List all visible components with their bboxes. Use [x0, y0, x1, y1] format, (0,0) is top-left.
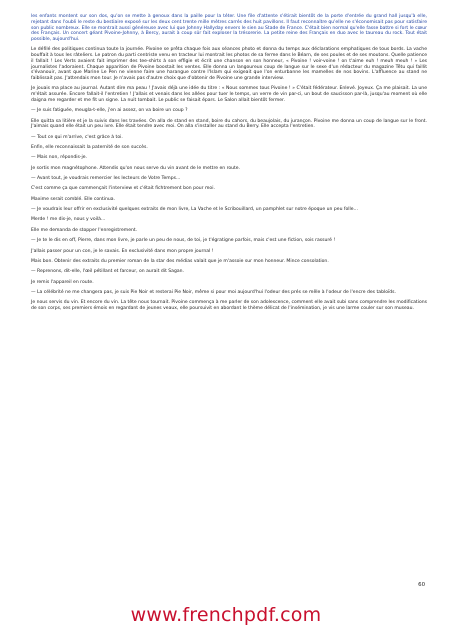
body-paragraph: Je remis l'appareil en route.: [31, 279, 94, 285]
body-paragraph: J'allais passer pour un con, je le savais. En exclusivité dans mon propre journal !: [31, 248, 214, 254]
body-paragraph: Je nous servis du vin. Et encore du vin. La tête nous tournait. Pivoine commença à me parler de son adolescence, comment elle avait subi sans comprendre les modifications de son corps, ses premiers émois en regardant de jeunes veaux, elle poursuivit en abordant le thème délicat de l'insémination, je vis une larme couler sur son museau.: [31, 300, 427, 311]
document-body: [31, 14, 427, 316]
dialogue-line: — Je voudrais leur offrir en exclusivité quelques extraits de mon livre, La Vache et le Scribouillard, un pamphlet sur notre époque un peu folle...: [31, 207, 358, 213]
body-paragraph: Le défilé des politiques continua toute la journée. Pivoine se prêta chaque fois aux séances photo et donna du temps aux déclarations emphatiques de tous bords. La vache bouffait à tous les râteliers. Le patron du parti centriste venu en tracteur lui montrait les photos de sa ferme dans le Béarn, de ses poules et de ses moutons. Quelle patience il fallait ! Les Verts avaient fait imprimer des tee-shirts à son effigie et écrit une chanson en son honneur, « Pivoine ! voir-voine ! on t'aime euh ! meuh meuh ! » Les journalistes l'adoraient. Chaque apparition de Pivoine boostait les ventes. Elle donna un langoureux coup de langue sur le sexe d'un rédacteur du magazine Têtu qui faillit s'évanouir, avant que Marine Le Pen ne vienne faire une harangue contre l'Islam qui exigeait que l'on enturbanne les mamelles de nos bovins. L'affluence au stand ne faiblissait pas. J'attendais mon tour. Je n'avais pas d'autre choix que d'obtenir de Pivoine une grande interview.: [31, 47, 427, 82]
dialogue-line: — Je te le dis en off, Pierre, dans mon livre, je parle un peu de nous, de toi, je t'égratigne parfois, mais c'est une fiction, sois rassuré !: [31, 238, 336, 244]
body-paragraph: Mais bon. Obtenir des extraits du premier roman de la star des médias valait que je m'assoie sur mon honneur. Mince consolation.: [31, 258, 329, 264]
body-paragraph: les enfants montent sur son dos, qu'on se mette à genoux dans la paille pour la téter. Une file d'attente s'étirait bientôt de la porte d'entrée du grand hall jusqu'à elle, rejetant dans l'oubli le reste du bestiaire exposé sur les deux cent trente mille mètres carrés des huit pavillons. Il faut reconnaître qu'elle ne s'économisait pas pour satisfaire son public nombreux. Elle se montrait aussi généreuse avec lui que Johnny Hallyday envers le sien au Stade de France. C'était bien normal qu'elle fasse battre si fort le cœur des Français. Un concert géant Pivoine-Johnny, à Bercy, aurait à coup sûr fait exploser la trésorerie. La petite reine des Français en duo avec le taureau du rock. Tout était possible, aujourd'hui.: [31, 14, 427, 42]
body-paragraph: Je sortis mon magnétophone. Attendis qu'on nous serve du vin avant de le mettre en route.: [31, 165, 241, 171]
body-paragraph: Je jouais ma place au journal. Autant dire ma peau ! J'avais déjà une idée du titre : « Nous sommes tous Pivoine ! » C'était fédérateur. Enlevé. Joyeux. Ça me plaisait. La une m'était assurée. Encore fallait-il l'entretien ! J'allais et venais dans les allées pour tuer le temps, un verre de vin par-ci, un bout de saucisson par-là, jusqu'au moment où elle daigna me regarder et me fit un signe. La nuit tombait. Le public se faisait épars. Le Salon allait bientôt fermer.: [31, 86, 427, 103]
body-paragraph: Merde ! me dis-je, nous y voilà...: [31, 217, 106, 223]
dialogue-line: — Avant tout, je voudrais remercier les lecteurs de Votre Temps...: [31, 176, 181, 182]
dialogue-line: — Je suis fatiguée, meugla-t-elle, j'en ai assez, on va boire un coup ?: [31, 108, 188, 114]
dialogue-line: — Mais non, répondis-je.: [31, 155, 87, 161]
body-paragraph: C'est comme ça que commençait l'interview et c'était fichtrement bon pour moi.: [31, 186, 215, 192]
dialogue-line: — Tout ce qui m'arrive, c'est grâce à toi.: [31, 134, 123, 140]
dialogue-line: — La célébrité ne me changera pas, je suis Pie Noir et resterai Pie Noir, même si pour moi aujourd'hui l'odeur des prés se mêle à l'odeur de l'encre des tabloïds.: [31, 289, 396, 295]
body-paragraph: Enfin, elle reconnaissait la paternité de son succès.: [31, 145, 148, 151]
page-number: 60: [418, 582, 425, 588]
body-paragraph: Maxime serait comblé. Elle continua.: [31, 196, 116, 202]
dialogue-line: — Reprenons, dit-elle, l'œil pétillant et farceur, on aurait dit Sagan.: [31, 269, 184, 275]
body-paragraph: Elle me demanda de stopper l'enregistrement.: [31, 227, 138, 233]
body-paragraph: Elle quitta sa litière et je la suivis dans les travées. On alla de stand en stand, boire du cahors, du beaujolais, du jurançon. Pivoine me donna un coup de langue sur le front. J'aimais quand elle était un peu ivre. Elle était tendre avec moi. On alla s'installer au stand du Berry. Elle accepta l'entretien.: [31, 118, 427, 130]
watermark-link[interactable]: www.frenchpdf.com: [130, 604, 322, 626]
